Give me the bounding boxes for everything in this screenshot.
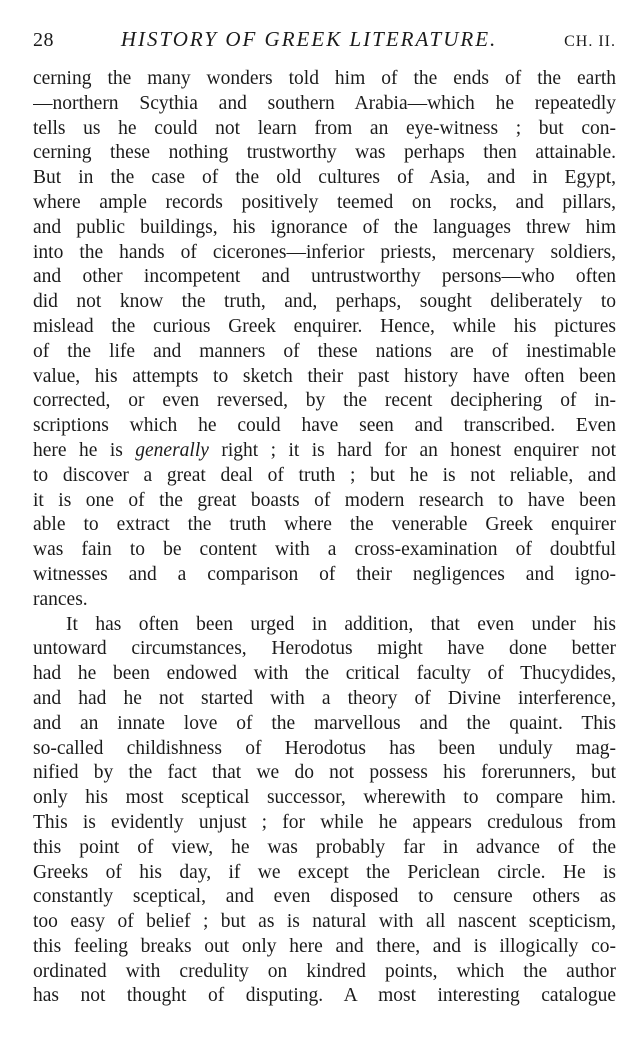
- text-line: it is one of the great boasts of modern research to have been: [33, 489, 616, 511]
- text-line: had he been endowed with the critical faculty of Thucydides,: [33, 663, 616, 685]
- text-line: and an innate love of the marvellous and the quaint. This: [33, 712, 616, 734]
- text-line: witnesses and a comparison of their negligences and igno-: [33, 563, 616, 585]
- text-line: this feeling breaks out only here and there, and is illogically co-: [33, 935, 616, 957]
- text-line: cerning these nothing trustworthy was perhaps then attainable.: [33, 142, 616, 164]
- text-line: scriptions which he could have seen and transcribed. Even: [33, 415, 616, 437]
- text-line: did not know the truth, and, perhaps, sought deliberately to: [33, 291, 616, 313]
- text-line: into the hands of cicerones—inferior priests, mercenary soldiers,: [33, 241, 616, 263]
- line-text-before: here he is: [33, 439, 136, 461]
- text-line: corrected, or even reversed, by the recent deciphering of in-: [33, 390, 616, 412]
- text-line: and other incompetent and untrustworthy persons—who often: [33, 266, 616, 288]
- text-line: only his most sceptical successor, wherewith to compare him.: [33, 787, 616, 809]
- text-line: too easy of belief ; but as is natural with all nascent scepticism,: [33, 911, 616, 933]
- running-head: [33, 27, 616, 57]
- text-line: This is evidently unjust ; for while he appears credulous from: [33, 811, 616, 833]
- text-line: and had he not started with a theory of Divine interference,: [33, 687, 616, 709]
- text-line: was fain to be content with a cross-examination of doubtful: [33, 539, 616, 561]
- emphasized-word: generally: [135, 439, 209, 461]
- paragraph-last-line: rances.: [33, 588, 88, 610]
- text-line: cerning the many wonders told him of the ends of the earth: [33, 68, 616, 89]
- line-text-after: right ; it is hard for an honest enquirer not: [208, 439, 616, 461]
- paragraph-first-line: It has often been urged in addition, that even under his: [66, 613, 616, 635]
- text-line: ordinated with credulity on kindred points, which the author: [33, 960, 616, 982]
- text-line-with-emphasis: [33, 439, 616, 464]
- text-line: untoward circumstances, Herodotus might have done better: [33, 638, 616, 660]
- text-line: to discover a great deal of truth ; but he is not reliable, and: [33, 464, 616, 486]
- running-title: HISTORY OF GREEK LITERATURE.: [120, 27, 498, 51]
- text-line: nified by the fact that we do not possess his forerunners, but: [33, 762, 616, 784]
- text-line: —northern Scythia and southern Arabia—which he repeatedly: [33, 92, 616, 114]
- text-line: so-called childishness of Herodotus has been unduly mag-: [33, 737, 616, 759]
- chapter-mark: CH. II.: [564, 33, 616, 50]
- page-number: 28: [33, 29, 54, 51]
- text-line: tells us he could not learn from an eye-witness ; but con-: [33, 117, 616, 139]
- text-line: has not thought of disputing. A most interesting catalogue: [33, 985, 616, 1007]
- text-line: Greeks of his day, if we except the Periclean circle. He is: [33, 861, 616, 883]
- body-text: [33, 67, 616, 1009]
- text-line: value, his attempts to sketch their past history have often been: [33, 365, 616, 387]
- text-line: mislead the curious Greek enquirer. Hence, while his pictures: [33, 315, 616, 337]
- text-line: where ample records positively teemed on rocks, and pillars,: [33, 191, 616, 213]
- text-line: But in the case of the old cultures of Asia, and in Egypt,: [33, 167, 616, 189]
- text-line: this point of view, he was probably far in advance of the: [33, 836, 616, 858]
- text-line: able to extract the truth where the venerable Greek enquirer: [33, 514, 616, 536]
- text-line: constantly sceptical, and even disposed to censure others as: [33, 886, 616, 908]
- text-line: of the life and manners of these nations are of inestimable: [33, 340, 616, 362]
- text-line: and public buildings, his ignorance of the languages threw him: [33, 216, 616, 238]
